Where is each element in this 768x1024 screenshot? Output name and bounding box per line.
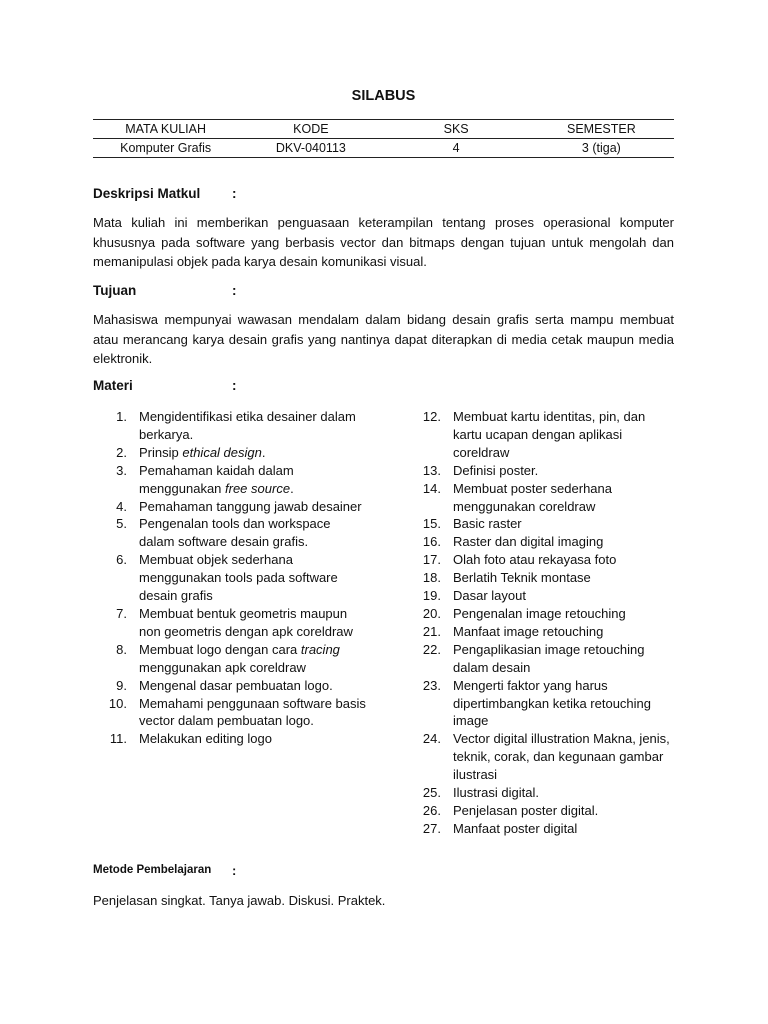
list-item-text: Mengidentifikasi etika desainer dalam berkarya.	[139, 409, 356, 442]
header-mata-kuliah: MATA KULIAH	[93, 120, 238, 139]
list-item-text: .	[290, 480, 294, 496]
list-item-text: Vector digital illustration Makna, jenis, teknik, corak, dan kegunaan gambar ilustrasi	[453, 731, 670, 783]
list-item-text: Ilustrasi digital.	[453, 785, 539, 801]
list-item-number: 5.	[116, 516, 127, 532]
deskripsi-heading-label: Deskripsi Matkul	[93, 186, 201, 201]
materi-list-left	[93, 408, 368, 748]
list-item	[407, 515, 675, 533]
list-item	[93, 730, 368, 748]
list-item-text: Berlatih Teknik montase	[453, 570, 591, 586]
table-row	[93, 139, 674, 158]
list-item-number: 8.	[116, 641, 127, 657]
list-item	[93, 444, 368, 462]
metode-colon: :	[232, 863, 237, 878]
list-item	[407, 802, 675, 820]
list-item-text: Raster dan digital imaging	[453, 534, 604, 550]
document-title: SILABUS	[351, 88, 416, 104]
deskripsi-colon: :	[232, 186, 237, 201]
list-item-number: 12.	[422, 409, 441, 424]
list-item-number: 25.	[422, 785, 441, 801]
cell-kode: DKV-040113	[238, 139, 383, 158]
list-item-text: Membuat kartu identitas, pin, dan kartu ucapan dengan aplikasi coreldraw	[453, 409, 646, 460]
list-item	[93, 641, 368, 677]
cell-sks: 4	[384, 139, 529, 158]
list-item-text: Memahami penggunaan software basis vector dalam pembuatan logo.	[139, 695, 366, 729]
list-item	[407, 533, 675, 551]
list-item	[407, 623, 675, 641]
list-item-number: 11.	[109, 731, 127, 747]
header-semester: SEMESTER	[529, 120, 674, 139]
list-item-text: Prinsip	[139, 444, 183, 460]
list-item-number: 24.	[422, 731, 441, 747]
table-header-row	[93, 120, 674, 139]
list-item-text: Manfaat image retouching	[453, 623, 604, 639]
list-item-number: 22.	[422, 641, 441, 657]
list-item-number: 10.	[108, 695, 127, 711]
tujuan-colon: :	[232, 283, 237, 298]
tujuan-heading	[93, 283, 237, 298]
list-item-number: 2.	[116, 444, 127, 460]
list-item-number: 27.	[422, 820, 441, 836]
list-item-text: Pemahaman kaidah dalam menggunakan	[139, 462, 294, 496]
list-item-number: 21.	[422, 623, 441, 639]
list-item-text: Olah foto atau rekayasa foto	[453, 552, 617, 568]
list-item-text: Penjelasan poster digital.	[453, 802, 599, 818]
list-item-text: Melakukan editing logo	[139, 731, 272, 747]
list-item-number: 15.	[422, 516, 441, 532]
list-item-number: 17.	[422, 552, 441, 568]
list-item-text: Manfaat poster digital	[453, 820, 578, 836]
list-item-text: Dasar layout	[453, 588, 526, 604]
list-item-text: menggunakan apk coreldraw	[139, 659, 306, 675]
list-item-text: Pengenalan tools dan workspace dalam software desain grafis.	[139, 516, 331, 550]
list-item-number: 26.	[422, 802, 441, 818]
list-item-number: 23.	[422, 677, 441, 693]
deskripsi-text: Mata kuliah ini memberikan penguasaan keterampilan tentang proses operasional komputer khususnya pada software yang berbasis vector dan bitmaps dengan tujuan untuk mengolah dan memanipulasi objek pada karya desain komunikasi visual.	[93, 215, 674, 269]
list-item-number: 4.	[116, 498, 127, 514]
list-item	[407, 462, 675, 480]
list-item-text: Mengerti faktor yang harus dipertimbangkan ketika retouching image	[453, 677, 652, 729]
list-item-text: Membuat poster sederhana menggunakan coreldraw	[453, 480, 612, 514]
list-item-number: 19.	[422, 588, 441, 604]
cell-mata-kuliah: Komputer Grafis	[93, 139, 238, 158]
materi-heading	[93, 378, 237, 393]
metode-heading-label: Metode Pembelajaran	[93, 864, 212, 876]
list-item	[407, 820, 675, 838]
list-item-number: 3.	[116, 462, 127, 478]
metode-heading	[93, 863, 237, 878]
list-item-number: 20.	[422, 605, 441, 621]
list-item-emphasis: free source	[225, 480, 291, 496]
list-item-text: Pengenalan image retouching	[453, 605, 626, 621]
list-item-text: Membuat objek sederhana menggunakan tools pada software desain grafis	[139, 552, 338, 604]
header-sks: SKS	[384, 120, 529, 139]
list-item	[93, 551, 368, 605]
list-item-number: 16.	[422, 534, 441, 550]
list-item	[407, 551, 675, 569]
list-item	[93, 605, 368, 641]
header-kode: KODE	[238, 120, 383, 139]
document-page	[93, 0, 674, 1024]
materi-colon: :	[232, 378, 237, 393]
list-item	[93, 695, 368, 731]
list-item-text: Pemahaman tanggung jawab desainer	[139, 498, 362, 514]
list-item-text: Membuat bentuk geometris maupun non geometris dengan apk coreldraw	[139, 605, 353, 639]
list-item	[407, 677, 675, 731]
list-item-number: 18.	[422, 570, 441, 586]
list-item	[93, 677, 368, 695]
list-item-number: 1.	[116, 409, 127, 424]
list-item	[93, 515, 368, 551]
list-item-number: 6.	[116, 552, 127, 568]
list-item-number: 13.	[422, 462, 441, 478]
list-item	[407, 587, 675, 605]
list-item	[407, 480, 675, 516]
list-item-text: Basic raster	[453, 516, 522, 532]
materi-heading-label: Materi	[93, 378, 133, 393]
list-item-text: .	[261, 444, 266, 460]
deskripsi-heading	[93, 186, 237, 201]
list-item	[93, 462, 368, 498]
list-item	[407, 408, 675, 462]
list-item	[93, 498, 368, 516]
list-item-text: Pengaplikasian image retouching dalam desain	[453, 641, 645, 675]
list-item-number: 9.	[116, 677, 127, 693]
metode-text: Penjelasan singkat. Tanya jawab. Diskusi. Praktek.	[93, 893, 386, 908]
list-item-number: 7.	[116, 605, 127, 621]
list-item-emphasis: tracing	[300, 641, 340, 657]
list-item	[407, 605, 675, 623]
list-item	[407, 784, 675, 802]
cell-semester: 3 (tiga)	[529, 139, 674, 158]
list-item-text: Mengenal dasar pembuatan logo.	[139, 677, 333, 693]
list-item-number: 14.	[422, 480, 441, 496]
list-item-emphasis: ethical design	[182, 444, 262, 460]
course-info-table	[93, 119, 674, 158]
tujuan-heading-label: Tujuan	[93, 283, 137, 298]
list-item-text: Definisi poster.	[453, 462, 539, 478]
tujuan-text: Mahasiswa mempunyai wawasan mendalam dalam bidang desain grafis serta mampu membuat atau merancang karya desain grafis yang nantinya dapat diterapkan di media cetak maupun media elektronik.	[93, 312, 674, 366]
list-item	[407, 569, 675, 587]
list-item	[93, 408, 368, 444]
list-item-text: Membuat logo dengan cara	[139, 641, 301, 657]
list-item	[407, 641, 675, 677]
list-item	[407, 730, 675, 784]
materi-list-right	[407, 408, 675, 838]
